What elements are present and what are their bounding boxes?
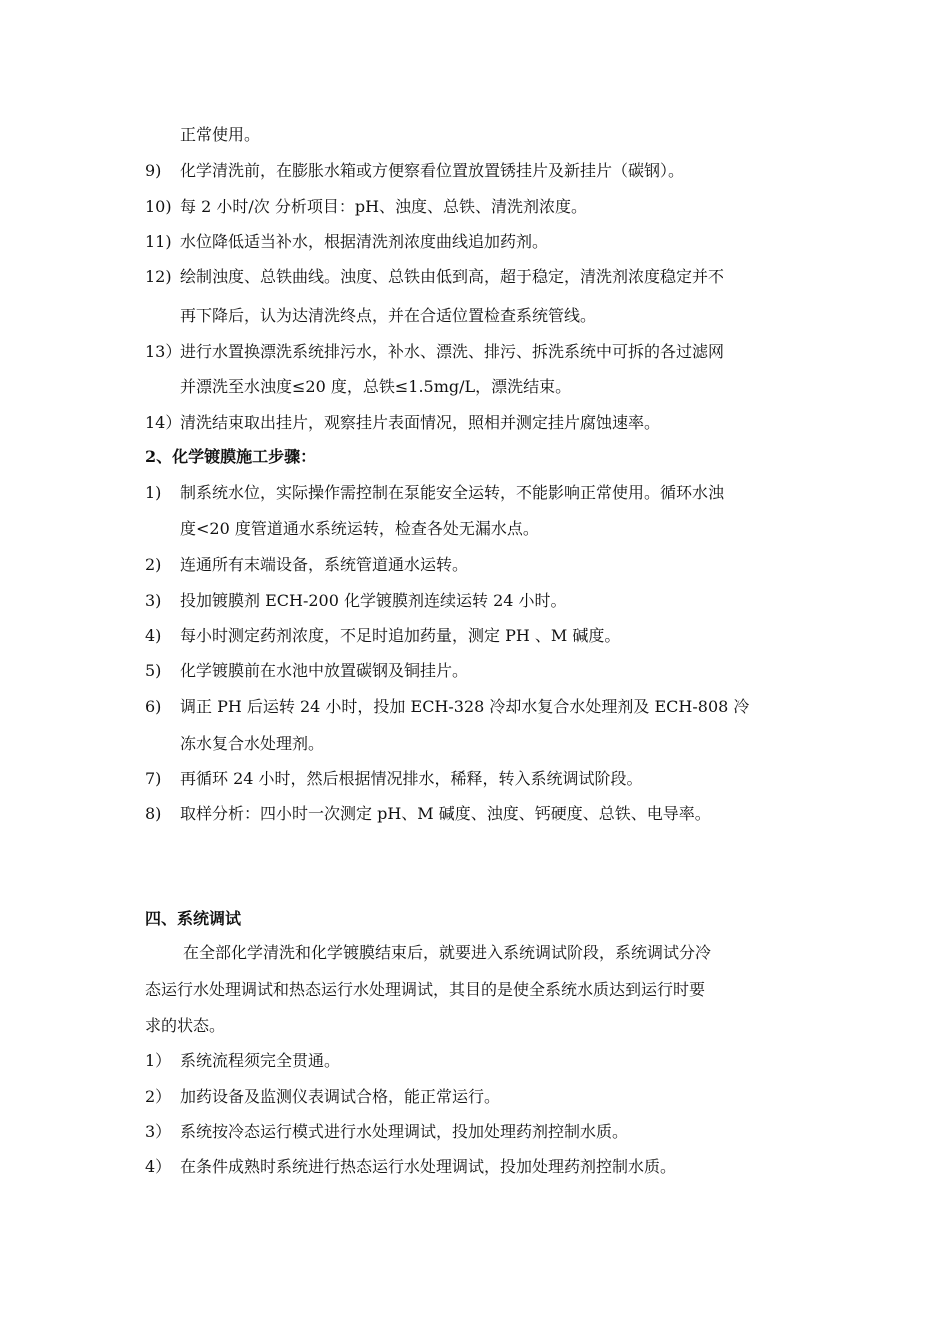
list-number: 14） bbox=[145, 413, 182, 432]
list-number: 13） bbox=[145, 342, 182, 361]
list-number: 1) bbox=[145, 483, 162, 502]
list-text: 每 2 小时/次 分析项目：pH、浊度、总铁、清洗剂浓度。 bbox=[180, 197, 588, 216]
list-number: 2） bbox=[145, 1087, 172, 1106]
paragraph-text: 求的状态。 bbox=[145, 1016, 226, 1035]
list-text: 制系统水位，实际操作需控制在泵能安全运转，不能影响正常使用。循环水浊 bbox=[180, 483, 725, 502]
section-title: 四、系统调试 bbox=[145, 909, 242, 928]
list-number: 3） bbox=[145, 1122, 172, 1141]
list-text: 绘制浊度、总铁曲线。浊度、总铁由低到高，超于稳定，清洗剂浓度稳定并不 bbox=[180, 267, 725, 286]
list-number: 4) bbox=[145, 626, 162, 645]
list-text: 化学清洗前，在膨胀水箱或方便察看位置放置锈挂片及新挂片（碳钢）。 bbox=[180, 161, 685, 180]
list-text: 连通所有末端设备，系统管道通水运转。 bbox=[180, 555, 469, 574]
list-text: 进行水置换漂洗系统排污水，补水、漂洗、排污、拆洗系统中可拆的各过滤网 bbox=[180, 342, 725, 361]
paragraph-text: 在全部化学清洗和化学镀膜结束后，就要进入系统调试阶段，系统调试分冷 bbox=[183, 943, 712, 962]
list-text: 化学镀膜前在水池中放置碳钢及铜挂片。 bbox=[180, 661, 469, 680]
list-number: 4） bbox=[145, 1157, 172, 1176]
list-text: 在条件成熟时系统进行热态运行水处理调试，投加处理药剂控制水质。 bbox=[180, 1157, 677, 1176]
list-text: 冻水复合水处理剂。 bbox=[180, 734, 325, 753]
list-number: 9) bbox=[145, 161, 162, 180]
list-text: 系统流程须完全贯通。 bbox=[180, 1051, 341, 1070]
list-text: 系统按冷态运行模式进行水处理调试，投加处理药剂控制水质。 bbox=[180, 1122, 629, 1141]
section-title: 2、化学镀膜施工步骤： bbox=[145, 447, 317, 466]
list-number: 2) bbox=[145, 555, 162, 574]
list-text: 度<20 度管道通水系统运转，检查各处无漏水点。 bbox=[180, 519, 539, 538]
list-number: 8) bbox=[145, 804, 162, 823]
list-text: 并漂洗至水浊度≤20 度，总铁≤1.5mg/L，漂洗结束。 bbox=[180, 377, 572, 396]
list-text: 再下降后，认为达清洗终点，并在合适位置检查系统管线。 bbox=[180, 306, 597, 325]
list-number: 5) bbox=[145, 661, 162, 680]
paragraph-text: 正常使用。 bbox=[180, 125, 261, 144]
list-text: 清洗结束取出挂片，观察挂片表面情况，照相并测定挂片腐蚀速率。 bbox=[180, 413, 661, 432]
list-number: 12) bbox=[145, 267, 172, 286]
list-number: 7) bbox=[145, 769, 162, 788]
list-text: 水位降低适当补水，根据清洗剂浓度曲线追加药剂。 bbox=[180, 232, 549, 251]
list-text: 加药设备及监测仪表调试合格，能正常运行。 bbox=[180, 1087, 501, 1106]
list-text: 每小时测定药剂浓度，不足时追加药量，测定 PH 、M 碱度。 bbox=[180, 626, 621, 645]
list-number: 10) bbox=[145, 197, 172, 216]
list-text: 调正 PH 后运转 24 小时，投加 ECH-328 冷却水复合水处理剂及 ECH-808 冷 bbox=[180, 697, 750, 716]
paragraph-text: 态运行水处理调试和热态运行水处理调试，其目的是使全系统水质达到运行时要 bbox=[145, 980, 706, 999]
list-number: 1） bbox=[145, 1051, 172, 1070]
list-text: 取样分析：四小时一次测定 pH、M 碱度、浊度、钙硬度、总铁、电导率。 bbox=[180, 804, 711, 823]
list-text: 再循环 24 小时，然后根据情况排水，稀释，转入系统调试阶段。 bbox=[180, 769, 643, 788]
list-text: 投加镀膜剂 ECH-200 化学镀膜剂连续运转 24 小时。 bbox=[180, 591, 567, 610]
list-number: 3) bbox=[145, 591, 162, 610]
list-number: 11) bbox=[145, 232, 172, 251]
list-number: 6) bbox=[145, 697, 162, 716]
